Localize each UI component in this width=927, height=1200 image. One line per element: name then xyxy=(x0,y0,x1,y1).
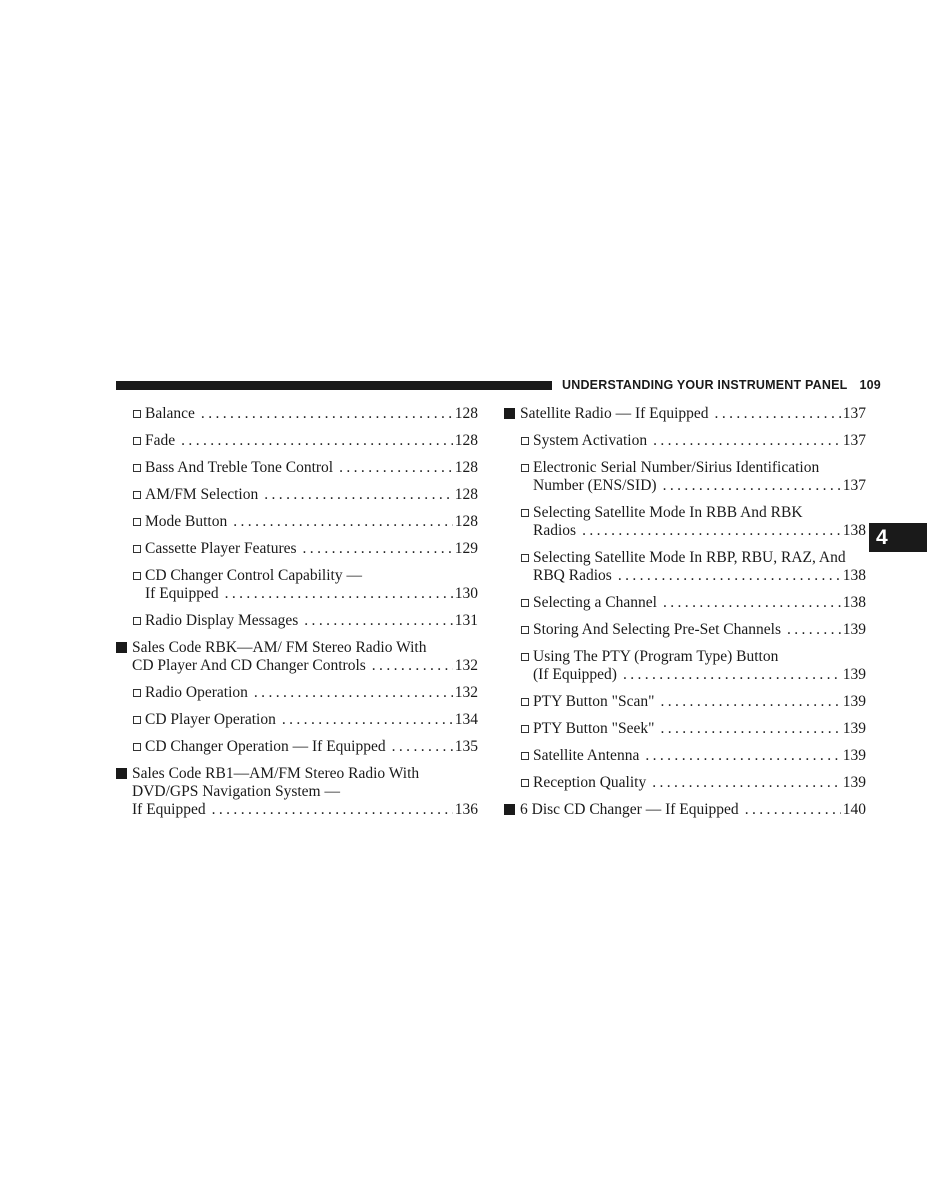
dot-leader xyxy=(582,522,841,540)
dot-leader xyxy=(715,405,841,423)
toc-entry-title: 6 Disc CD Changer — If Equipped xyxy=(520,801,739,818)
header-rule xyxy=(116,381,552,390)
toc-page-number: 131 xyxy=(454,612,478,629)
toc-entry-title: AM/FM Selection xyxy=(145,486,259,503)
toc-subsection-entry[interactable] xyxy=(504,504,866,540)
toc-page-number: 137 xyxy=(842,477,866,494)
dot-leader xyxy=(660,693,840,711)
toc-page-number: 139 xyxy=(842,774,866,791)
dot-leader xyxy=(201,405,453,423)
toc-entry-title: Balance xyxy=(145,405,195,422)
hollow-square-bullet-icon xyxy=(133,437,141,445)
toc-page-number: 128 xyxy=(454,513,478,530)
toc-entry-title: Sales Code RB1—AM/FM Stereo Radio With xyxy=(132,765,420,782)
toc-page-number: 128 xyxy=(454,459,478,476)
toc-entry-title: PTY Button "Seek" xyxy=(533,720,655,737)
toc-subsection-entry[interactable] xyxy=(116,567,478,603)
toc-page-number: 138 xyxy=(842,567,866,584)
filled-square-bullet-icon xyxy=(116,768,127,779)
hollow-square-bullet-icon xyxy=(133,518,141,526)
toc-entry-title: Fade xyxy=(145,432,176,449)
dot-leader xyxy=(264,486,453,504)
toc-entry-title: Sales Code RBK—AM/ FM Stereo Radio With xyxy=(132,639,427,656)
toc-page-number: 134 xyxy=(454,711,478,728)
toc-entry-title: RBQ Radios xyxy=(533,567,612,584)
toc-section-entry[interactable] xyxy=(116,639,478,675)
toc-subsection-entry[interactable] xyxy=(504,720,866,738)
toc-subsection-entry[interactable] xyxy=(504,648,866,684)
hollow-square-bullet-icon xyxy=(521,725,529,733)
hollow-square-bullet-icon xyxy=(521,779,529,787)
hollow-square-bullet-icon xyxy=(133,716,141,724)
toc-right-column xyxy=(504,405,866,819)
dot-leader xyxy=(282,711,453,729)
hollow-square-bullet-icon xyxy=(133,689,141,697)
toc-page-number: 135 xyxy=(454,738,478,755)
dot-leader xyxy=(660,720,840,738)
hollow-square-bullet-icon xyxy=(521,554,529,562)
toc-entry-title: PTY Button "Scan" xyxy=(533,693,655,710)
toc-entry-title: System Activation xyxy=(533,432,648,449)
toc-subsection-entry[interactable] xyxy=(504,594,866,612)
page-number: 109 xyxy=(859,378,881,392)
toc-section-entry[interactable] xyxy=(504,405,866,423)
toc-entry-title: Storing And Selecting Pre-Set Channels xyxy=(533,621,781,638)
hollow-square-bullet-icon xyxy=(133,572,141,580)
hollow-square-bullet-icon xyxy=(521,437,529,445)
hollow-square-bullet-icon xyxy=(521,653,529,661)
filled-square-bullet-icon xyxy=(504,804,515,815)
toc-entry-title: (If Equipped) xyxy=(533,666,617,683)
toc-subsection-entry[interactable] xyxy=(116,459,478,477)
toc-entry-title: CD Changer Control Capability — xyxy=(145,567,362,584)
toc-subsection-entry[interactable] xyxy=(116,432,478,450)
dot-leader xyxy=(653,432,841,450)
toc-subsection-entry[interactable] xyxy=(504,459,866,495)
toc-page-number: 132 xyxy=(454,684,478,701)
toc-page-number: 136 xyxy=(454,801,478,818)
toc-page-number: 138 xyxy=(842,522,866,539)
toc-subsection-entry[interactable] xyxy=(504,432,866,450)
hollow-square-bullet-icon xyxy=(521,464,529,472)
dot-leader xyxy=(618,567,841,585)
toc-subsection-entry[interactable] xyxy=(116,513,478,531)
hollow-square-bullet-icon xyxy=(521,698,529,706)
toc-entry-title: Satellite Antenna xyxy=(533,747,640,764)
hollow-square-bullet-icon xyxy=(521,752,529,760)
dot-leader xyxy=(392,738,453,756)
toc-entry-title: Number (ENS/SID) xyxy=(533,477,657,494)
hollow-square-bullet-icon xyxy=(133,617,141,625)
running-header xyxy=(562,378,881,392)
toc-entry-title: Radios xyxy=(533,522,577,539)
toc-subsection-entry[interactable] xyxy=(504,549,866,585)
dot-leader xyxy=(652,774,841,792)
toc-entry-title: CD Changer Operation — If Equipped xyxy=(145,738,386,755)
toc-subsection-entry[interactable] xyxy=(116,612,478,630)
hollow-square-bullet-icon xyxy=(133,464,141,472)
toc-entry-title: If Equipped xyxy=(145,585,219,602)
toc-subsection-entry[interactable] xyxy=(504,621,866,639)
toc-entry-title: DVD/GPS Navigation System — xyxy=(132,783,340,800)
toc-page-number: 128 xyxy=(454,432,478,449)
toc-page-number: 137 xyxy=(842,405,866,422)
toc-page-number: 139 xyxy=(842,720,866,737)
toc-section-entry[interactable] xyxy=(116,765,478,819)
chapter-tab: 4 xyxy=(869,523,927,552)
toc-section-entry[interactable] xyxy=(504,801,866,819)
toc-page-number: 140 xyxy=(842,801,866,818)
dot-leader xyxy=(212,801,453,819)
toc-subsection-entry[interactable] xyxy=(504,774,866,792)
dot-leader xyxy=(225,585,453,603)
toc-entry-title: If Equipped xyxy=(132,801,206,818)
dot-leader xyxy=(623,666,841,684)
toc-entry-title: Reception Quality xyxy=(533,774,647,791)
toc-entry-title: Electronic Serial Number/Sirius Identification xyxy=(533,459,820,476)
toc-entry-title: Cassette Player Features xyxy=(145,540,297,557)
hollow-square-bullet-icon xyxy=(133,743,141,751)
dot-leader xyxy=(663,477,841,495)
section-title: UNDERSTANDING YOUR INSTRUMENT PANEL xyxy=(562,378,848,392)
toc-page-number: 139 xyxy=(842,621,866,638)
dot-leader xyxy=(233,513,453,531)
dot-leader xyxy=(372,657,453,675)
toc-entry-title: Radio Operation xyxy=(145,684,248,701)
toc-entry-title: CD Player And CD Changer Controls xyxy=(132,657,366,674)
toc-page-number: 137 xyxy=(842,432,866,449)
dot-leader xyxy=(254,684,453,702)
toc-entry-title: Bass And Treble Tone Control xyxy=(145,459,334,476)
toc-subsection-entry[interactable] xyxy=(116,684,478,702)
dot-leader xyxy=(303,540,453,558)
toc-page-number: 128 xyxy=(454,486,478,503)
dot-leader xyxy=(304,612,452,630)
toc-page-number: 128 xyxy=(454,405,478,422)
toc-subsection-entry[interactable] xyxy=(116,711,478,729)
hollow-square-bullet-icon xyxy=(133,491,141,499)
toc-entry-title: Using The PTY (Program Type) Button xyxy=(533,648,779,665)
toc-entry-title: Mode Button xyxy=(145,513,228,530)
toc-page-number: 132 xyxy=(454,657,478,674)
toc-page-number: 139 xyxy=(842,693,866,710)
toc-entry-title: Satellite Radio — If Equipped xyxy=(520,405,709,422)
dot-leader xyxy=(339,459,453,477)
toc-subsection-entry[interactable] xyxy=(116,486,478,504)
filled-square-bullet-icon xyxy=(116,642,127,653)
toc-subsection-entry[interactable] xyxy=(504,747,866,765)
dot-leader xyxy=(645,747,840,765)
hollow-square-bullet-icon xyxy=(521,626,529,634)
toc-subsection-entry[interactable] xyxy=(116,540,478,558)
toc-left-column xyxy=(116,405,478,819)
dot-leader xyxy=(745,801,841,819)
hollow-square-bullet-icon xyxy=(133,545,141,553)
toc-entry-title: Selecting Satellite Mode In RBB And RBK xyxy=(533,504,803,521)
dot-leader xyxy=(181,432,453,450)
toc-entry-title: Selecting Satellite Mode In RBP, RBU, RAZ, And xyxy=(533,549,846,566)
toc-entry-title: Selecting a Channel xyxy=(533,594,657,611)
filled-square-bullet-icon xyxy=(504,408,515,419)
toc-page-number: 139 xyxy=(842,747,866,764)
toc-subsection-entry[interactable] xyxy=(504,693,866,711)
dot-leader xyxy=(663,594,841,612)
toc-page-number: 130 xyxy=(454,585,478,602)
hollow-square-bullet-icon xyxy=(521,509,529,517)
hollow-square-bullet-icon xyxy=(133,410,141,418)
toc-entry-title: CD Player Operation xyxy=(145,711,276,728)
toc-page-number: 138 xyxy=(842,594,866,611)
toc-entry-title: Radio Display Messages xyxy=(145,612,299,629)
hollow-square-bullet-icon xyxy=(521,599,529,607)
toc-page-number: 139 xyxy=(842,666,866,683)
dot-leader xyxy=(787,621,841,639)
toc-page-number: 129 xyxy=(454,540,478,557)
toc-subsection-entry[interactable] xyxy=(116,405,478,423)
toc-subsection-entry[interactable] xyxy=(116,738,478,756)
